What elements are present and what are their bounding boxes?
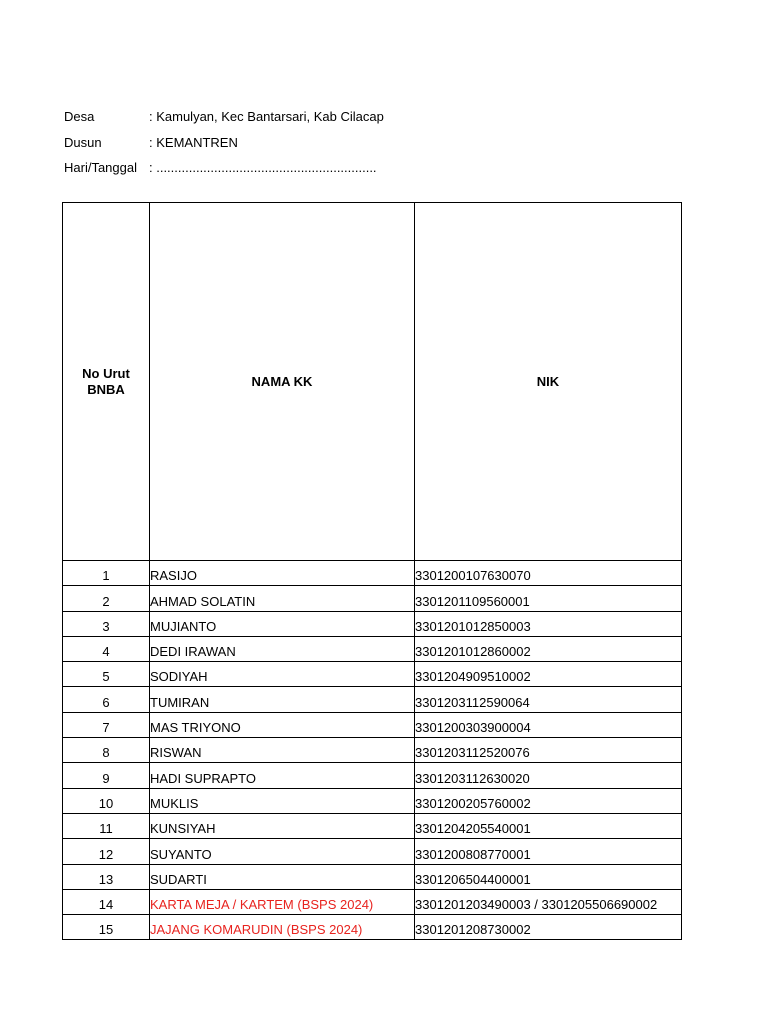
cell-nama-kk: KARTA MEJA / KARTEM (BSPS 2024) xyxy=(150,889,415,914)
column-header-nama-kk: NAMA KK xyxy=(150,203,415,561)
cell-no-urut: 14 xyxy=(63,889,150,914)
cell-nik: 3301200303900004 xyxy=(415,712,682,737)
header-no-line2: BNBA xyxy=(87,381,125,397)
info-row-desa xyxy=(64,108,384,134)
cell-nama-kk: AHMAD SOLATIN xyxy=(150,586,415,611)
info-label: Dusun xyxy=(64,134,102,150)
info-value: : Kamulyan, Kec Bantarsari, Kab Cilacap xyxy=(149,109,384,124)
cell-nama-kk: DEDI IRAWAN xyxy=(150,636,415,661)
cell-nama-kk: RASIJO xyxy=(150,561,415,586)
cell-nama-kk: MUJIANTO xyxy=(150,611,415,636)
cell-nama-kk: SUDARTI xyxy=(150,864,415,889)
cell-no-urut: 3 xyxy=(63,611,150,636)
table-row xyxy=(63,687,682,712)
table-row xyxy=(63,813,682,838)
cell-nik: 3301200107630070 xyxy=(415,561,682,586)
cell-no-urut: 1 xyxy=(63,561,150,586)
info-value: : KEMANTREN xyxy=(149,134,238,150)
cell-nik: 3301201109560001 xyxy=(415,586,682,611)
cell-no-urut: 13 xyxy=(63,864,150,889)
table-row xyxy=(63,611,682,636)
column-header-no-urut xyxy=(63,203,150,561)
info-label: Hari/Tanggal xyxy=(64,160,137,175)
cell-nik: 3301201208730002 xyxy=(415,915,682,940)
cell-nik: 3301203112520076 xyxy=(415,738,682,763)
document-header-info xyxy=(64,108,384,185)
cell-nik: 3301201012860002 xyxy=(415,636,682,661)
cell-nama-kk: SUYANTO xyxy=(150,839,415,864)
cell-nama-kk: TUMIRAN xyxy=(150,687,415,712)
cell-nik: 3301201203490003 / 3301205506690002 xyxy=(415,889,682,914)
table-row xyxy=(63,662,682,687)
table-row xyxy=(63,586,682,611)
cell-no-urut: 15 xyxy=(63,915,150,940)
cell-nama-kk: HADI SUPRAPTO xyxy=(150,763,415,788)
table-row xyxy=(63,839,682,864)
cell-no-urut: 12 xyxy=(63,839,150,864)
cell-no-urut: 4 xyxy=(63,636,150,661)
table-body xyxy=(63,561,682,940)
table-row xyxy=(63,763,682,788)
cell-nik: 3301201012850003 xyxy=(415,611,682,636)
beneficiary-table xyxy=(62,202,682,940)
table-row xyxy=(63,915,682,940)
table-row xyxy=(63,889,682,914)
cell-no-urut: 5 xyxy=(63,662,150,687)
table-row xyxy=(63,738,682,763)
info-value: : ............................................................. xyxy=(149,160,377,175)
cell-no-urut: 6 xyxy=(63,687,150,712)
cell-nik: 3301206504400001 xyxy=(415,864,682,889)
cell-no-urut: 8 xyxy=(63,738,150,763)
table-header-row xyxy=(63,203,682,561)
cell-no-urut: 11 xyxy=(63,813,150,838)
table-row xyxy=(63,712,682,737)
table-row xyxy=(63,561,682,586)
cell-no-urut: 10 xyxy=(63,788,150,813)
cell-nik: 3301200808770001 xyxy=(415,839,682,864)
header-no-line1: No Urut xyxy=(82,365,130,381)
cell-nik: 3301203112590064 xyxy=(415,687,682,712)
cell-nik: 3301204909510002 xyxy=(415,662,682,687)
table-row xyxy=(63,788,682,813)
table-row xyxy=(63,864,682,889)
cell-nik: 3301200205760002 xyxy=(415,788,682,813)
cell-nama-kk: MUKLIS xyxy=(150,788,415,813)
cell-no-urut: 9 xyxy=(63,763,150,788)
cell-nama-kk: KUNSIYAH xyxy=(150,813,415,838)
cell-nama-kk: SODIYAH xyxy=(150,662,415,687)
cell-nik: 3301203112630020 xyxy=(415,763,682,788)
table-row xyxy=(63,636,682,661)
cell-nik: 3301204205540001 xyxy=(415,813,682,838)
cell-no-urut: 7 xyxy=(63,712,150,737)
column-header-nik: NIK xyxy=(415,203,682,561)
cell-nama-kk: MAS TRIYONO xyxy=(150,712,415,737)
info-label: Desa xyxy=(64,109,95,124)
cell-no-urut: 2 xyxy=(63,586,150,611)
cell-nama-kk: RISWAN xyxy=(150,738,415,763)
info-row-hari-tanggal xyxy=(64,159,384,185)
cell-nama-kk: JAJANG KOMARUDIN (BSPS 2024) xyxy=(150,915,415,940)
info-row-dusun xyxy=(64,134,384,160)
